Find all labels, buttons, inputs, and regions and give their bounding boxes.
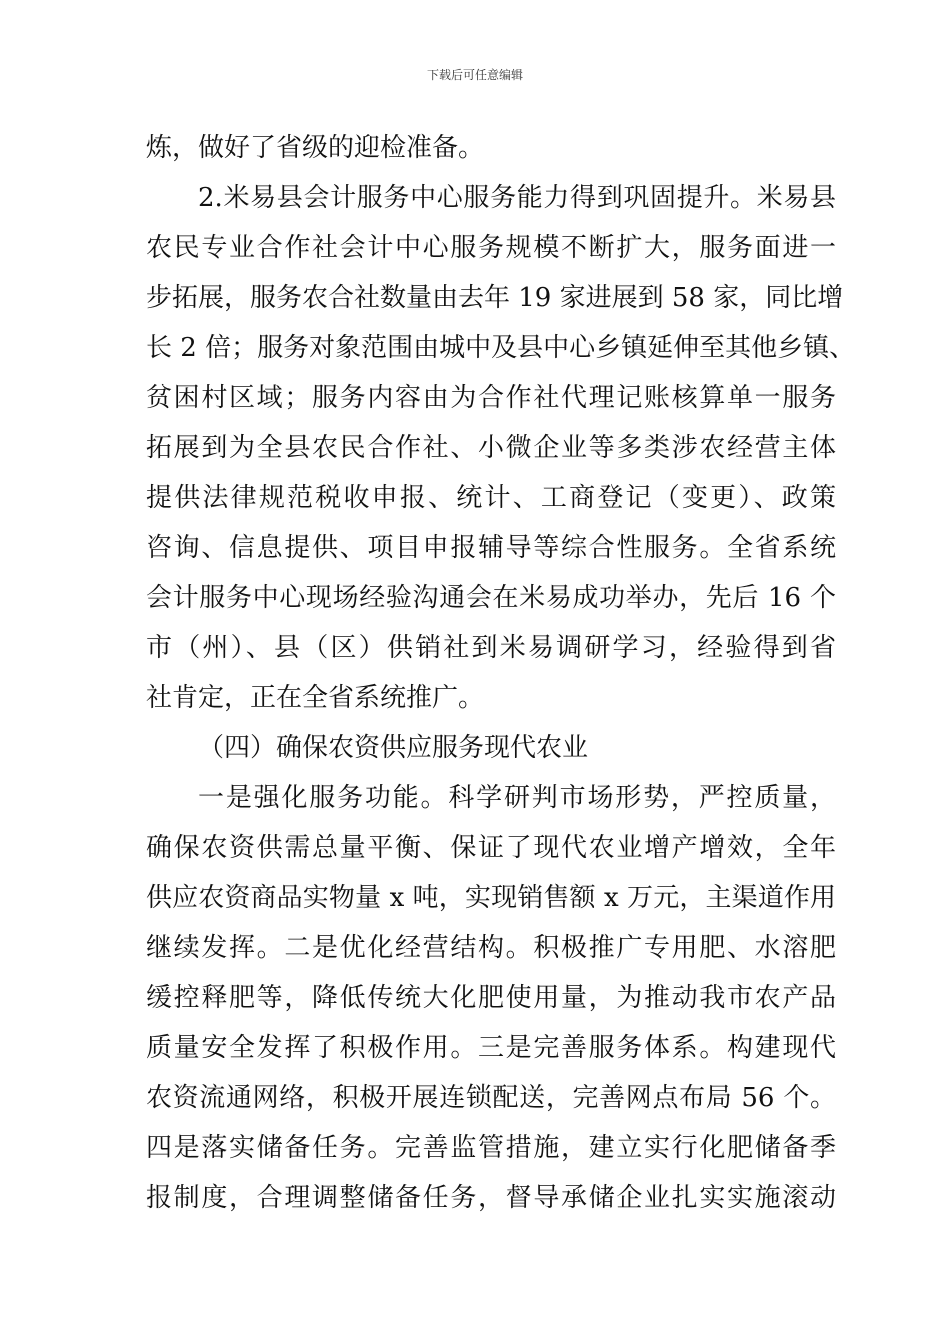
text-line: 质量安全发挥了积极作用。三是完善服务体系。构建现代	[146, 1033, 836, 1063]
document-body	[146, 123, 856, 1223]
text-line: 农民专业合作社会计中心服务规模不断扩大，服务面进一	[146, 233, 836, 263]
text-line: 长 2 倍；服务对象范围由城中及县中心乡镇延伸至其他乡镇、	[146, 333, 856, 363]
text-line: 农资流通网络，积极开展连锁配送，完善网点布局 56 个。	[146, 1083, 836, 1113]
text-line: 2.米易县会计服务中心服务能力得到巩固提升。米易县	[198, 183, 836, 213]
text-line: 继续发挥。二是优化经营结构。积极推广专用肥、水溶肥	[146, 933, 836, 963]
text-line: 咨询、信息提供、项目申报辅导等综合性服务。全省系统	[146, 533, 836, 563]
text-line: 报制度，合理调整储备任务，督导承储企业扎实实施滚动	[146, 1183, 836, 1213]
text-line: 四是落实储备任务。完善监管措施，建立实行化肥储备季	[146, 1133, 836, 1163]
page-header: 下载后可任意编辑	[426, 68, 523, 82]
text-line: 会计服务中心现场经验沟通会在米易成功举办，先后 16 个	[146, 583, 836, 613]
text-line: 拓展到为全县农民合作社、小微企业等多类涉农经营主体	[146, 433, 836, 463]
text-line: 炼，做好了省级的迎检准备。	[146, 133, 485, 163]
text-line: 确保农资供需总量平衡、保证了现代农业增产增效，全年	[146, 833, 836, 863]
section-heading: （四）确保农资供应服务现代农业	[198, 733, 589, 763]
text-line: 社肯定，正在全省系统推广。	[146, 683, 485, 713]
text-line: 缓控释肥等，降低传统大化肥使用量，为推动我市农产品	[146, 983, 836, 1013]
text-line: 步拓展，服务农合社数量由去年 19 家进展到 58 家，同比增	[146, 283, 844, 313]
text-line: 一是强化服务功能。科学研判市场形势，严控质量，	[198, 783, 836, 813]
text-line: 供应农资商品实物量 x 吨，实现销售额 x 万元，主渠道作用	[146, 883, 836, 913]
text-line: 贫困村区域；服务内容由为合作社代理记账核算单一服务	[146, 383, 836, 413]
text-line: 市（州）、县（区）供销社到米易调研学习，经验得到省	[146, 633, 836, 663]
text-line: 提供法律规范税收申报、统计、工商登记（变更）、政策	[146, 483, 836, 513]
